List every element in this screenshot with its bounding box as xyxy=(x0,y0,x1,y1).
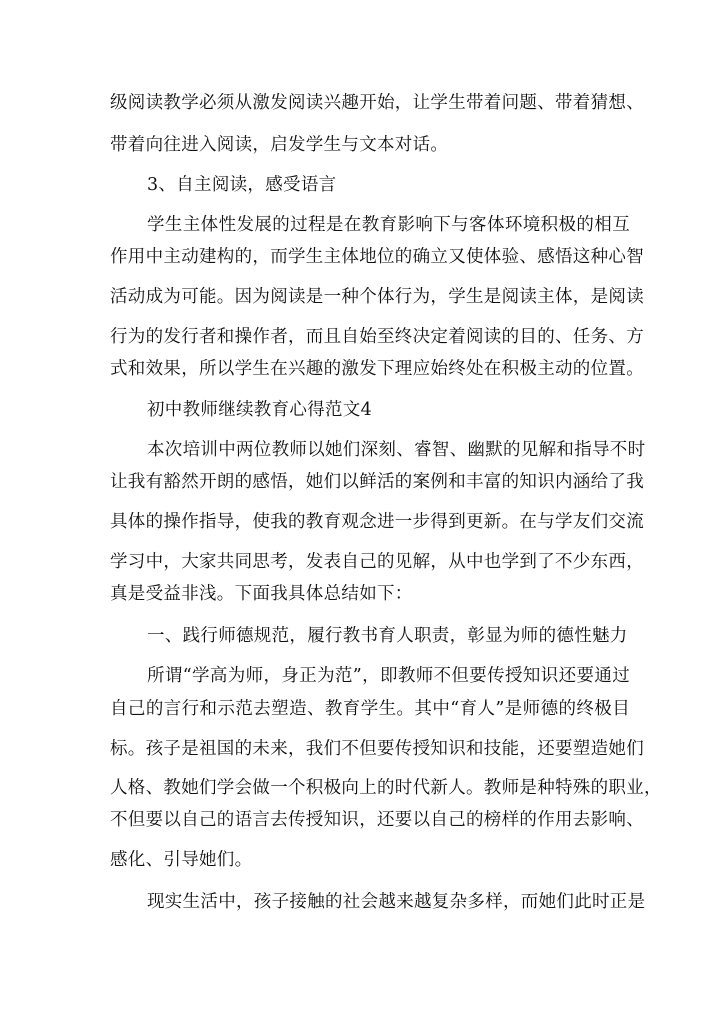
text-line: 本次培训中两位教师以她们深刻、睿智、幽默的见解和指导不时 xyxy=(147,440,646,460)
text-line: 带着向往进入阅读，启发学生与文本对话。 xyxy=(110,135,449,155)
section-heading: 3、自主阅读，感受语言 xyxy=(147,175,337,195)
text-line: 学习中，大家共同思考，发表自己的见解，从中也学到了不少东西， xyxy=(110,552,644,572)
text-line: 让我有豁然开朗的感悟，她们以鲜活的案例和丰富的知识内涵给了我 xyxy=(110,472,644,492)
text-line: 标。孩子是祖国的未来，我们不但要传授知识和技能，还要塑造她们 xyxy=(110,739,644,759)
text-line: 作用中主动建构的，而学生主体地位的确立又使体验、感悟这种心智 xyxy=(110,247,644,267)
section-heading: 一、践行师德规范，履行教书育人职责，彰显为师的德性魅力 xyxy=(147,626,628,646)
text-line: 学生主体性发展的过程是在教育影响下与客体环境积极的相互 xyxy=(147,215,630,235)
text-line: 人格、教她们学会做一个积极向上的时代新人。教师是种特殊的职业， xyxy=(110,778,662,798)
text-line: 式和效果，所以学生在兴趣的激发下理应始终处在积极主动的位置。 xyxy=(110,359,644,379)
text-line: 真是受益非浅。下面我具体总结如下： xyxy=(110,584,413,604)
text-line: 活动成为可能。因为阅读是一种个体行为，学生是阅读主体，是阅读 xyxy=(110,287,644,307)
text-line: 行为的发行者和操作者，而且自始至终决定着阅读的目的、任务、方 xyxy=(110,327,644,347)
text-line: 级阅读教学必须从激发阅读兴趣开始，让学生带着问题、带着猜想、 xyxy=(110,93,644,113)
text-line: 所谓“学高为师，身正为范”，即教师不但要传授知识还要通过 xyxy=(147,666,630,686)
text-line: 具体的操作指导，使我的教育观念进一步得到更新。在与学友们交流 xyxy=(110,512,644,532)
text-line: 自己的言行和示范去塑造、教育学生。其中“育人”是师德的终极目 xyxy=(110,699,630,719)
article-title: 初中教师继续教育心得范文4 xyxy=(147,400,373,420)
text-line: 感化、引导她们。 xyxy=(110,850,253,870)
text-line: 现实生活中，孩子接触的社会越来越复杂多样，而她们此时正是 xyxy=(147,892,646,912)
text-line: 不但要以自己的语言去传授知识，还要以自己的榜样的作用去影响、 xyxy=(110,810,644,830)
